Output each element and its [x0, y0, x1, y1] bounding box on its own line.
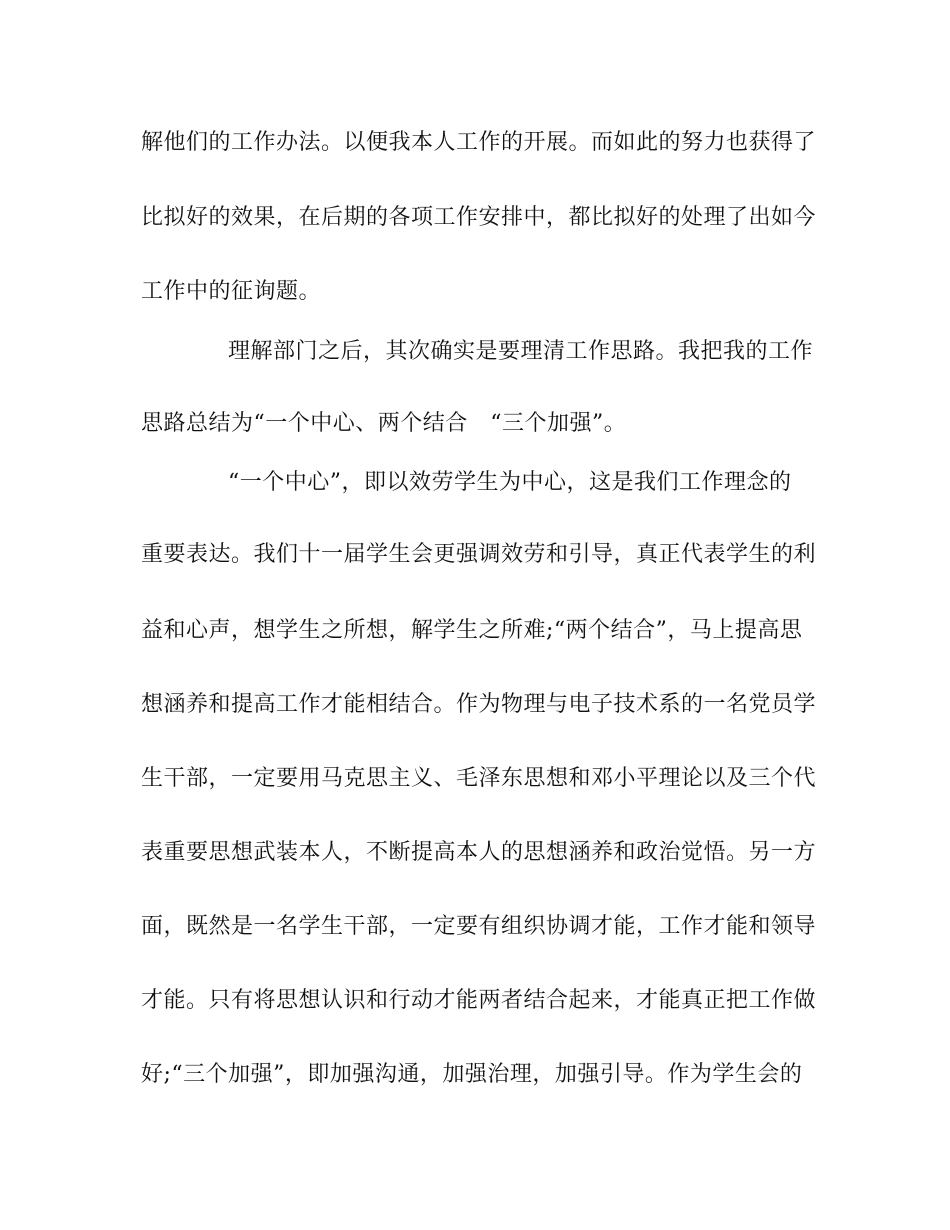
text-line: 重要表达。我们十一届学生会更强调效劳和引导，真正代表学生的利	[141, 542, 817, 567]
text-line: 益和心声，想学生之所想，解学生之所难;“两个结合”，马上提高思	[141, 618, 803, 643]
text-line: 好;“三个加强”，即加强沟通，加强治理，加强引导。作为学生会的	[141, 1062, 803, 1087]
text-line: 思路总结为“一个中心、两个结合 “三个加强”。	[141, 411, 627, 436]
paragraph-first-line: 理解部门之后，其次确实是要理清工作思路。我把我的工作	[228, 339, 814, 364]
paragraph-first-line: “一个中心”，即以效劳学生为中心，这是我们工作理念的	[228, 470, 792, 495]
text-line: 解他们的工作办法。以便我本人工作的开展。而如此的努力也获得了	[141, 130, 817, 155]
text-line: 想涵养和提高工作才能相结合。作为物理与电子技术系的一名党员学	[141, 692, 817, 717]
text-line: 表重要思想武装本人，不断提高本人的思想涵养和政治觉悟。另一方	[141, 840, 817, 865]
text-line: 比拟好的效果，在后期的各项工作安排中，都比拟好的处理了出如今	[141, 205, 817, 230]
text-line: 面，既然是一名学生干部，一定要有组织协调才能，工作才能和领导	[141, 914, 817, 939]
text-line: 工作中的征询题。	[141, 279, 322, 304]
text-line: 才能。只有将思想认识和行动才能两者结合起来，才能真正把工作做	[141, 988, 817, 1013]
text-line: 生干部，一定要用马克思主义、毛泽东思想和邓小平理论以及三个代	[141, 766, 817, 791]
